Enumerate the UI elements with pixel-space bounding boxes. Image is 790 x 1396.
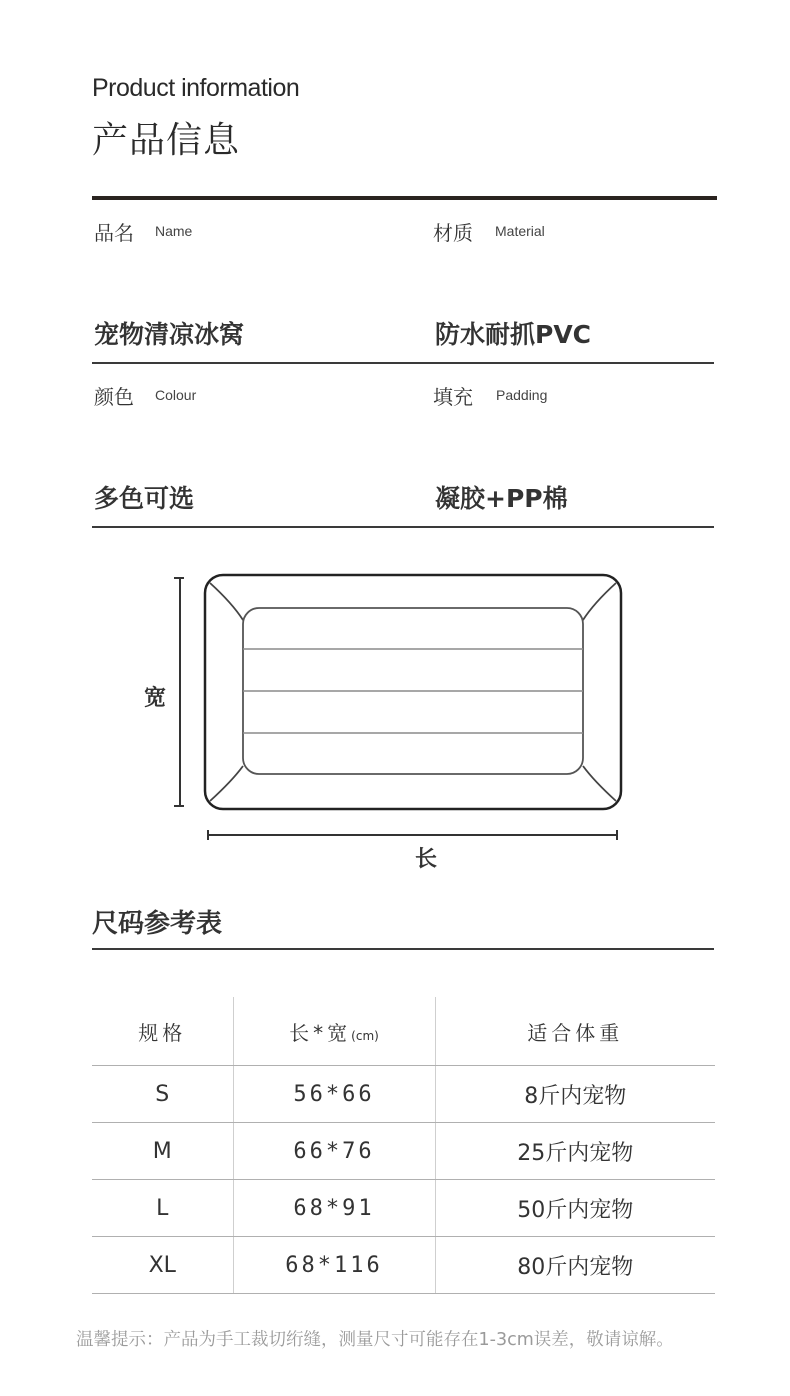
header-divider	[92, 196, 717, 200]
cell-weight: 25斤内宠物	[435, 1123, 715, 1180]
spec-value-material: 防水耐抓PVC	[435, 320, 592, 349]
table-row	[92, 1237, 715, 1294]
table-row	[92, 1123, 715, 1180]
spec-value-padding: 凝胶+PP棉	[435, 484, 568, 513]
size-table-title: 尺码参考表	[92, 909, 223, 939]
spec-value-colour: 多色可选	[94, 484, 195, 513]
length-label: 长	[415, 847, 438, 872]
spec-label-colour-cn: 颜色	[94, 385, 134, 409]
cell-size: S	[92, 1066, 233, 1123]
spec-divider-2	[92, 526, 714, 528]
cell-dims: 56*66	[233, 1066, 435, 1123]
table-row	[92, 1066, 715, 1123]
cell-dims: 68*116	[233, 1237, 435, 1294]
mat-dimension-diagram	[150, 565, 640, 855]
spec-label-name-cn: 品名	[94, 221, 134, 245]
size-table	[92, 997, 715, 1294]
spec-label-colour-en: Colour	[155, 387, 197, 403]
cell-size: XL	[92, 1237, 233, 1294]
width-label: 宽	[144, 686, 167, 711]
header-dims-text: 长*宽	[289, 1020, 352, 1045]
cell-dims: 68*91	[233, 1180, 435, 1237]
page-title-cn: 产品信息	[92, 120, 241, 161]
spec-label-padding-cn: 填充	[433, 385, 473, 409]
header-dims	[233, 997, 435, 1066]
spec-label-material-cn: 材质	[433, 221, 473, 245]
spec-divider-1	[92, 362, 714, 364]
cell-weight: 80斤内宠物	[435, 1237, 715, 1294]
size-table-title-divider	[92, 948, 714, 950]
cell-dims: 66*76	[233, 1123, 435, 1180]
size-table-header-row	[92, 997, 715, 1066]
table-row	[92, 1180, 715, 1237]
header-weight: 适合体重	[435, 997, 715, 1066]
header-dims-unit: (cm)	[351, 1028, 379, 1043]
cell-size: M	[92, 1123, 233, 1180]
spec-label-name-en: Name	[155, 223, 193, 239]
spec-label-material-en: Material	[495, 223, 545, 239]
spec-label-padding-en: Padding	[496, 387, 548, 403]
cell-weight: 8斤内宠物	[435, 1066, 715, 1123]
cell-weight: 50斤内宠物	[435, 1180, 715, 1237]
header-spec: 规格	[92, 997, 233, 1066]
measurement-note: 温馨提示：产品为手工裁切绗缝，测量尺寸可能存在1-3cm误差，敬请谅解。	[76, 1330, 674, 1350]
cell-size: L	[92, 1180, 233, 1237]
spec-value-name: 宠物清凉冰窝	[94, 320, 245, 349]
page-title-en: Product information	[92, 74, 300, 102]
